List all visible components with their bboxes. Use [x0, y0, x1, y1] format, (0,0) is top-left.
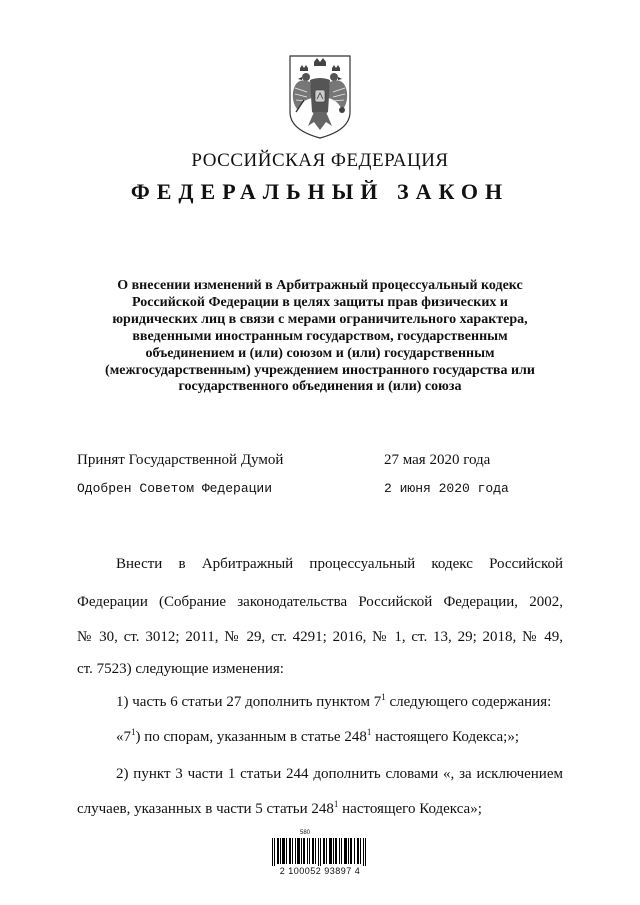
- intro-line-2: Федерации (Собрание законодательства Российской Федерации, 2002,: [77, 594, 563, 610]
- item-1-line: [116, 694, 551, 711]
- intro-line-3: № 30, ст. 3012; 2011, № 29, ст. 4291; 2016, № 1, ст. 13, 29; 2018, № 49,: [77, 629, 563, 645]
- item-1-tail: следующего содержания:: [385, 694, 552, 710]
- quote-open: «7: [116, 729, 131, 745]
- subject-line: Российской Федерации в целях защиты прав физических и: [132, 294, 508, 310]
- quote-mid: ) по спорам, указанным в статье 248: [135, 729, 367, 745]
- country-heading: РОССИЙСКАЯ ФЕДЕРАЦИЯ: [191, 150, 449, 171]
- item-2-tail: настоящего Кодекса»;: [338, 801, 482, 817]
- quote-tail: настоящего Кодекса;»;: [371, 729, 520, 745]
- item-2-text: случаев, указанных в части 5 статьи 248: [77, 801, 334, 817]
- item-2-line-2: [77, 801, 563, 818]
- subject-line: объединением и (или) союзом и (или) государственным: [145, 345, 495, 361]
- quote-sup: 1: [131, 727, 136, 737]
- subject-line: государственного объединения и (или) союза: [178, 379, 462, 395]
- intro-line-1: Внести в Арбитражный процессуальный кодекс Российской: [116, 556, 563, 572]
- item-1-sup: 1: [381, 692, 386, 702]
- duma-adoption-label: Принят Государственной Думой: [77, 452, 284, 468]
- duma-adoption-date: 27 мая 2020 года: [384, 452, 491, 468]
- barcode-icon: [272, 838, 368, 866]
- state-emblem-icon: [284, 52, 356, 140]
- subject-line: юридических лиц в связи с мерами ограничительного характера,: [112, 311, 528, 327]
- intro-line-4: ст. 7523) следующие изменения:: [77, 661, 284, 677]
- law-type-heading: ФЕДЕРАЛЬНЫЙ ЗАКОН: [130, 179, 510, 204]
- item-2-sup: 1: [333, 799, 339, 809]
- subject-line: введенными иностранным государством, государственным: [132, 328, 508, 344]
- item-2-line-1: 2) пункт 3 части 1 статьи 244 дополнить словами «, за исключением: [116, 766, 563, 782]
- item-1-text: 1) часть 6 статьи 27 дополнить пунктом 7: [116, 694, 382, 710]
- barcode-top-label: 580: [300, 830, 311, 836]
- subject-line: О внесении изменений в Арбитражный процессуальный кодекс: [117, 278, 523, 293]
- item-1-quote-line: [116, 729, 519, 746]
- law-subject: [100, 278, 540, 396]
- council-approval-label: Одобрен Советом Федерации: [77, 481, 273, 496]
- barcode-number: 2 100052 93897 4: [279, 866, 361, 876]
- subject-line: (межгосударственным) учреждением иностранного государства или: [105, 362, 535, 378]
- quote-sup-2: 1: [366, 727, 372, 737]
- council-approval-date: 2 июня 2020 года: [384, 481, 509, 496]
